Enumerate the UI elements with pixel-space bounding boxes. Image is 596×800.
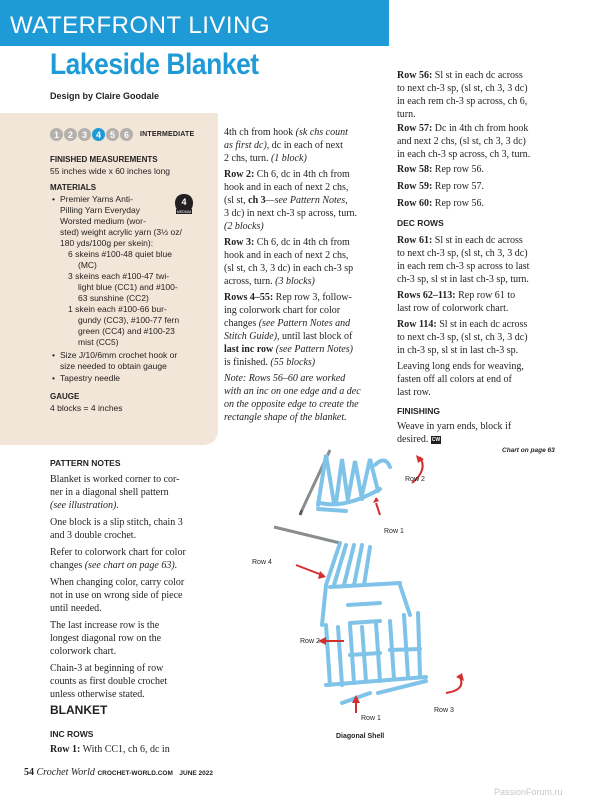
col3-line: Row 58: Rep row 56. [397, 164, 484, 175]
note-line: ner in a diagonal shell pattern [50, 487, 169, 498]
materials-line: 3 skeins each #100-47 twi- [68, 271, 170, 281]
diagram-label-row4: Row 4 [252, 559, 272, 566]
note-line: and 3 double crochet. [50, 530, 137, 541]
skill-dot-3: 3 [78, 128, 91, 141]
materials-heading: MATERIALS [50, 183, 97, 192]
col3-line: Row 60: Rep row 56. [397, 198, 484, 209]
note-line: One block is a slip stitch, chain 3 [50, 517, 183, 528]
finishing-heading: FINISHING [397, 406, 440, 416]
page-footer [24, 767, 213, 778]
col3-line: Row 61: Sl st in each dc across [397, 235, 523, 246]
materials-line: Tapestry needle [60, 373, 121, 383]
note-line: longest diagonal row on the [50, 633, 162, 644]
diagram-label-row2: Row 2 [300, 638, 320, 645]
materials-line: Pilling Yarn Everyday [60, 205, 141, 215]
col3-line: in each ch-3 sp across, ch 3, turn. [397, 149, 531, 160]
diagram-caption: Diagonal Shell [336, 733, 385, 740]
pattern-notes-heading: PATTERN NOTES [50, 458, 121, 468]
col2-line: is finished. (55 blocks) [224, 357, 316, 368]
issue-date: JUNE 2022 [179, 770, 214, 777]
col3-line: last row. [397, 387, 431, 398]
col2-line: hook and in each of next 2 chs, [224, 182, 349, 193]
note-line: Blanket is worked corner to cor- [50, 474, 180, 485]
col3-line: last row of colorwork chart. [397, 303, 509, 314]
col2-note: rectangle shape of the blanket. [224, 412, 347, 423]
col3-line: desired. CW [397, 434, 441, 445]
col3-line: in each rem ch-3 sp across to last [397, 261, 530, 272]
note-line: until needed. [50, 603, 102, 614]
col3-line: ch-3 sp, sl st in last ch-3 sp, turn. [397, 274, 529, 285]
yarn-weight-number: 4 [181, 197, 187, 207]
col2-line: Row 2: Ch 6, dc in 4th ch from [224, 169, 350, 180]
materials-line: Size J/10/6mm crochet hook or [60, 350, 178, 360]
skill-dot-6: 6 [120, 128, 133, 141]
note-line: colorwork chart. [50, 646, 117, 657]
materials-bullet: • [52, 350, 55, 360]
col3-line: in each rem ch-3 sp across, ch 6, [397, 96, 528, 107]
diagram-label-row2-top: Row 2 [405, 476, 425, 483]
materials-bullet: • [52, 373, 55, 383]
upper-shell-stitches [318, 455, 390, 511]
col3-line: Row 59: Rep row 57. [397, 181, 484, 192]
col2-line: 4th ch from hook (sk chs count [224, 127, 348, 138]
skill-dot-5: 5 [106, 128, 119, 141]
materials-line: 180 yds/100g per skein): [60, 238, 154, 248]
col3-line: to next ch-3 sp, (sl st, ch 3, 3 dc) [397, 83, 528, 94]
dec-rows-heading: DEC ROWS [397, 218, 444, 228]
watermark: PassionForum.ru [494, 787, 563, 797]
col2-line: 2 chs, turn. (1 block) [224, 153, 307, 164]
col2-line: changes (see Pattern Notes and [224, 318, 351, 329]
materials-line: 63 sunshine (CC2) [78, 293, 149, 303]
col2-line: 3 dc) in next ch-3 sp across, turn. [224, 208, 358, 219]
yarn-weight-icon [173, 193, 195, 215]
col3-line: Weave in yarn ends, block if [397, 421, 512, 432]
materials-bullet: • [52, 194, 55, 204]
note-line: (see illustration). [50, 500, 119, 511]
page-title: Lakeside Blanket [50, 48, 259, 81]
materials-line: 1 skein each #100-66 bur- [68, 304, 167, 314]
col3-line: Row 56: Sl st in each dc across [397, 70, 523, 81]
note-line: changes (see chart on page 63). [50, 560, 178, 571]
col2-line: ing colorwork chart for color [224, 305, 341, 316]
col3-line: fasten off all colors at end of [397, 374, 512, 385]
row-1-text: Row 1: With CC1, ch 6, dc in [50, 744, 170, 755]
col2-line: (2 blocks) [224, 221, 264, 232]
gauge-heading: GAUGE [50, 392, 80, 401]
col2-note: on the opposite edge to create the [224, 399, 359, 410]
col3-line: Row 57: Dc in 4th ch from hook [397, 123, 529, 134]
col2-line: across, turn. (3 blocks) [224, 276, 315, 287]
note-line: Refer to colorwork chart for color [50, 547, 186, 558]
note-line: When changing color, carry color [50, 577, 185, 588]
col2-line: Stitch Guide), until last block of [224, 331, 353, 342]
col3-line: turn. [397, 109, 416, 120]
materials-line: green (CC4) and #100-23 [78, 326, 175, 336]
col3-line: to next ch-3 sp, (sl st, ch 3, 3 dc) [397, 248, 528, 259]
diagram-label-row3: Row 3 [434, 707, 454, 714]
crochet-hook-icon [274, 527, 340, 543]
note-line: Chain-3 at beginning of row [50, 663, 164, 674]
materials-line: mist (CC5) [78, 337, 119, 347]
materials-line: light blue (CC1) and #100- [78, 282, 178, 292]
website: CROCHET-WORLD.COM [97, 770, 173, 777]
col2-line: as first dc), dc in each of next [224, 140, 343, 151]
materials-line: Worsted medium (wor- [60, 216, 146, 226]
col3-line: Row 114: Sl st in each dc across [397, 319, 528, 330]
lower-shell-stitches [322, 543, 426, 703]
diagonal-shell-diagram [230, 445, 500, 745]
note-line: not in use on wrong side of piece [50, 590, 183, 601]
col2-line: Row 3: Ch 6, dc in 4th ch from [224, 237, 350, 248]
measurements-text: 55 inches wide x 60 inches long [50, 166, 171, 176]
col2-line: last inc row (see Pattern Notes) [224, 344, 353, 355]
col2-line: (sl st, ch 3, 3 dc) in each ch-3 sp [224, 263, 354, 274]
col2-line: Rows 4–55: Rep row 3, follow- [224, 292, 352, 303]
note-line: unless otherwise stated. [50, 689, 145, 700]
chart-reference: Chart on page 63 [502, 447, 555, 454]
blanket-heading: BLANKET [50, 703, 108, 717]
col3-line: Rows 62–113: Rep row 61 to [397, 290, 516, 301]
inc-rows-heading: INC ROWS [50, 729, 94, 739]
note-line: counts as first double crochet [50, 676, 168, 687]
byline: Design by Claire Goodale [50, 91, 160, 101]
col2-note: Note: Rows 56–60 are worked [224, 373, 346, 384]
skill-dot-1: 1 [50, 128, 63, 141]
materials-line: size needed to obtain gauge [60, 361, 167, 371]
skill-dot-4-active: 4 [92, 128, 105, 141]
measurements-heading: FINISHED MEASUREMENTS [50, 155, 158, 164]
col3-line: to next ch-3 sp, (sl st, ch 3, 3 dc) [397, 332, 528, 343]
materials-line: gundy (CC3), #100-77 fern [78, 315, 180, 325]
note-line: The last increase row is the [50, 620, 160, 631]
skill-level-label: INTERMEDIATE [140, 131, 195, 138]
materials-line: Premier Yarns Anti- [60, 194, 133, 204]
yarn-weight-label: MEDIUM [176, 210, 192, 214]
col2-note: with an inc on one edge and a dec [224, 386, 361, 397]
materials-line: 6 skeins #100-48 quiet blue [68, 249, 172, 259]
end-of-pattern-badge: CW [431, 436, 441, 443]
col3-line: in ch-3 sp, sl st in last ch-3 sp. [397, 345, 519, 356]
diagram-label-row1: Row 1 [361, 715, 381, 722]
materials-line: (MC) [78, 260, 97, 270]
skill-level-indicator [50, 128, 194, 141]
skill-dot-2: 2 [64, 128, 77, 141]
col2-line: (sl st, ch 3—see Pattern Notes, [224, 195, 348, 206]
materials-line: sted) weight acrylic yarn (3½ oz/ [60, 227, 182, 237]
section-title: WATERFRONT LIVING [10, 12, 271, 39]
page-number: 54 [24, 767, 34, 778]
magazine-name: Crochet World [36, 767, 95, 778]
col3-line: and next 2 chs, (sl st, ch 3, 3 dc) [397, 136, 526, 147]
diagram-label-row1-top: Row 1 [384, 528, 404, 535]
gauge-text: 4 blocks = 4 inches [50, 403, 123, 413]
col3-line: Leaving long ends for weaving, [397, 361, 524, 372]
col2-line: hook and in each of next 2 chs, [224, 250, 349, 261]
